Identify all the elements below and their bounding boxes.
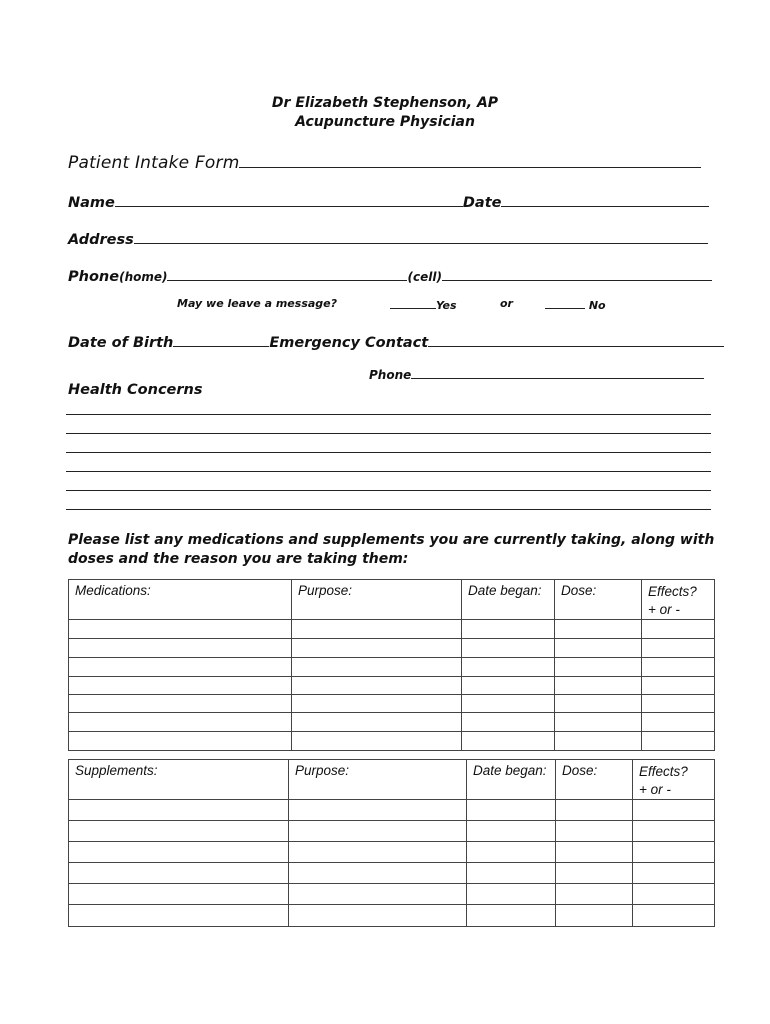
table-cell[interactable]	[292, 620, 462, 639]
table-cell[interactable]	[69, 713, 292, 732]
table-cell[interactable]	[69, 821, 289, 842]
effects-sub: + or -	[639, 782, 671, 797]
table-cell[interactable]	[633, 884, 715, 905]
phone-home-label: (home)	[119, 270, 168, 284]
table-cell[interactable]	[292, 677, 462, 695]
date-label: Date	[462, 195, 502, 211]
medications-header: Medications:	[69, 580, 292, 620]
table-row	[69, 677, 715, 695]
table-cell[interactable]	[462, 639, 555, 658]
table-cell[interactable]	[633, 905, 715, 927]
table-cell[interactable]	[69, 695, 292, 713]
table-cell[interactable]	[642, 732, 715, 751]
address-label: Address	[68, 232, 134, 248]
emergency-field[interactable]	[428, 332, 724, 347]
table-row	[69, 842, 715, 863]
table-row	[69, 800, 715, 821]
medications-intro: Please list any medications and supplements you are currently taking, along with doses and the reason you are taking them:	[68, 532, 715, 567]
table-cell[interactable]	[289, 863, 467, 884]
effects-header	[633, 760, 715, 800]
phone-home-field[interactable]	[167, 266, 407, 281]
table-cell[interactable]	[467, 884, 556, 905]
table-row	[69, 658, 715, 677]
dob-field[interactable]	[173, 332, 269, 347]
dob-label: Date of Birth	[68, 335, 174, 351]
table-row	[69, 732, 715, 751]
table-header-row	[69, 580, 715, 620]
table-cell[interactable]	[642, 695, 715, 713]
table-cell[interactable]	[642, 713, 715, 732]
table-cell[interactable]	[467, 905, 556, 927]
emergency-phone-row	[369, 366, 704, 382]
table-cell[interactable]	[69, 842, 289, 863]
health-line[interactable]	[66, 414, 711, 415]
emergency-phone-field[interactable]	[411, 366, 704, 379]
table-cell[interactable]	[642, 658, 715, 677]
dose-header: Dose:	[556, 760, 633, 800]
table-cell[interactable]	[556, 884, 633, 905]
effects-label: Effects?	[639, 764, 688, 779]
table-row	[69, 639, 715, 658]
or-label: or	[500, 297, 513, 310]
table-row	[69, 821, 715, 842]
name-field[interactable]	[115, 192, 463, 207]
table-cell[interactable]	[467, 842, 556, 863]
form-title: Patient Intake Form	[68, 153, 240, 173]
health-line[interactable]	[66, 471, 711, 472]
supplements-table	[68, 759, 715, 927]
health-line[interactable]	[66, 433, 711, 434]
table-cell[interactable]	[69, 863, 289, 884]
table-row	[69, 884, 715, 905]
table-cell[interactable]	[633, 863, 715, 884]
form-title-row	[68, 151, 701, 173]
address-row	[68, 229, 708, 248]
health-concerns-label: Health Concerns	[68, 382, 203, 398]
table-cell[interactable]	[289, 800, 467, 821]
table-cell[interactable]	[292, 732, 462, 751]
table-cell[interactable]	[642, 620, 715, 639]
address-field[interactable]	[134, 229, 708, 244]
health-line[interactable]	[66, 452, 711, 453]
table-cell[interactable]	[556, 821, 633, 842]
table-cell[interactable]	[69, 884, 289, 905]
yes-label: Yes	[436, 299, 457, 312]
phone-row	[68, 266, 712, 285]
phone-cell-field[interactable]	[442, 266, 712, 281]
emergency-phone-label: Phone	[369, 368, 412, 382]
table-cell[interactable]	[642, 677, 715, 695]
emergency-label: Emergency Contact	[269, 335, 429, 351]
effects-label: Effects?	[648, 584, 697, 599]
message-question: May we leave a message?	[177, 297, 338, 310]
table-cell[interactable]	[69, 658, 292, 677]
table-cell[interactable]	[69, 800, 289, 821]
no-field[interactable]	[545, 297, 585, 309]
table-cell[interactable]	[462, 620, 555, 639]
supplements-header: Supplements:	[69, 760, 289, 800]
table-row	[69, 695, 715, 713]
name-label: Name	[68, 195, 115, 211]
table-cell[interactable]	[462, 695, 555, 713]
table-cell[interactable]	[289, 821, 467, 842]
table-cell[interactable]	[289, 905, 467, 927]
table-cell[interactable]	[555, 695, 642, 713]
table-cell[interactable]	[69, 905, 289, 927]
phone-label: Phone	[68, 269, 120, 285]
table-cell[interactable]	[467, 800, 556, 821]
table-cell[interactable]	[555, 620, 642, 639]
phone-cell-label: (cell)	[407, 270, 442, 284]
message-no-row	[545, 297, 606, 312]
table-cell[interactable]	[555, 658, 642, 677]
dose-header: Dose:	[555, 580, 642, 620]
table-cell[interactable]	[633, 821, 715, 842]
table-cell[interactable]	[69, 639, 292, 658]
dob-emergency-row	[68, 332, 724, 351]
table-cell[interactable]	[555, 677, 642, 695]
table-cell[interactable]	[556, 863, 633, 884]
table-cell[interactable]	[555, 732, 642, 751]
table-cell[interactable]	[642, 639, 715, 658]
message-yes-row	[390, 297, 457, 312]
table-cell[interactable]	[69, 620, 292, 639]
table-row	[69, 905, 715, 927]
table-cell[interactable]	[556, 800, 633, 821]
table-row	[69, 713, 715, 732]
table-cell[interactable]	[69, 677, 292, 695]
table-header-row	[69, 760, 715, 800]
table-cell[interactable]	[555, 713, 642, 732]
table-cell[interactable]	[467, 863, 556, 884]
health-line[interactable]	[66, 490, 711, 491]
date-began-header: Date began:	[462, 580, 555, 620]
table-cell[interactable]	[462, 732, 555, 751]
table-cell[interactable]	[467, 821, 556, 842]
purpose-header: Purpose:	[289, 760, 467, 800]
date-began-header: Date began:	[467, 760, 556, 800]
medications-table	[68, 579, 715, 751]
doctor-name: Dr Elizabeth Stephenson, AP	[271, 95, 499, 111]
table-cell[interactable]	[462, 713, 555, 732]
table-row	[69, 620, 715, 639]
table-cell[interactable]	[462, 658, 555, 677]
table-cell[interactable]	[462, 677, 555, 695]
table-cell[interactable]	[292, 713, 462, 732]
no-label: No	[588, 299, 606, 312]
table-cell[interactable]	[69, 732, 292, 751]
table-cell[interactable]	[556, 905, 633, 927]
name-date-row	[68, 192, 709, 211]
table-cell[interactable]	[289, 842, 467, 863]
table-cell[interactable]	[555, 639, 642, 658]
table-cell[interactable]	[292, 658, 462, 677]
effects-sub: + or -	[648, 602, 680, 617]
yes-field[interactable]	[390, 297, 436, 309]
health-line[interactable]	[66, 509, 711, 510]
table-cell[interactable]	[292, 639, 462, 658]
date-field[interactable]	[501, 192, 709, 207]
table-cell[interactable]	[633, 842, 715, 863]
effects-header	[642, 580, 715, 620]
purpose-header: Purpose:	[292, 580, 462, 620]
table-cell[interactable]	[289, 884, 467, 905]
table-cell[interactable]	[292, 695, 462, 713]
table-cell[interactable]	[633, 800, 715, 821]
doctor-title: Acupuncture Physician	[295, 114, 475, 130]
table-cell[interactable]	[556, 842, 633, 863]
table-row	[69, 863, 715, 884]
